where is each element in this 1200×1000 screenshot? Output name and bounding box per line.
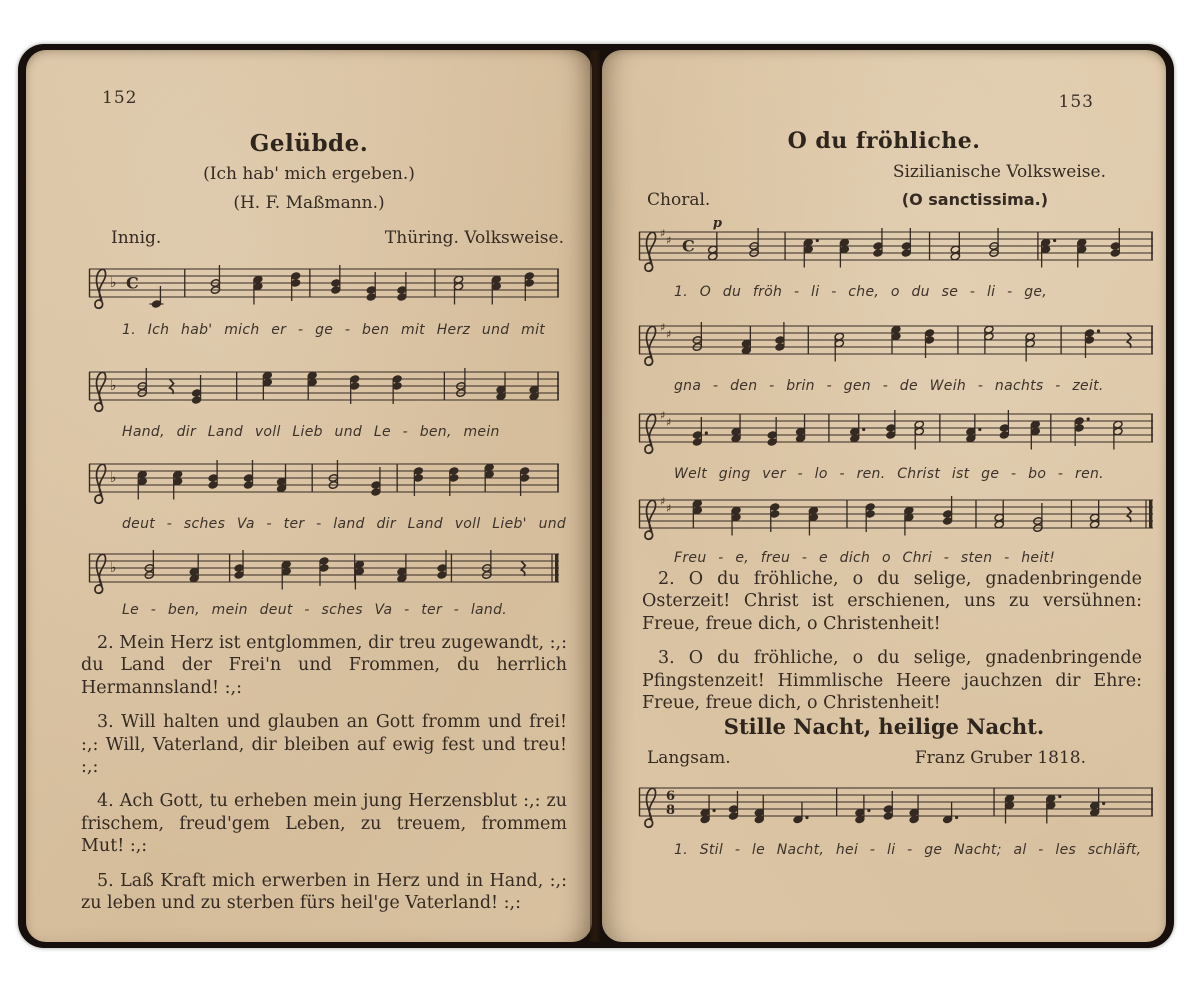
staff-notation xyxy=(638,400,1154,464)
svg-text:♯: ♯ xyxy=(666,234,672,247)
verses-right xyxy=(642,568,1142,726)
music-staff-r2 xyxy=(638,312,1154,376)
svg-text:C: C xyxy=(126,273,139,293)
staff-lyrics-4: Le - ben, mein deut - sches Va - ter - land. xyxy=(122,602,508,618)
svg-text:♯: ♯ xyxy=(666,416,672,429)
staff-notation xyxy=(88,540,560,604)
svg-text:♯: ♯ xyxy=(660,321,666,334)
songbook xyxy=(18,44,1174,948)
tempo-choral: Choral. xyxy=(647,190,711,210)
verse-3: 3. Will halten und glauben an Gott fromm und frei! :,: Will, Vaterland, dir bleiben auf ewig fest und treu! :,: xyxy=(81,712,567,777)
music-staff-4 xyxy=(88,540,560,604)
staff-notation xyxy=(638,218,1154,282)
staff-lyrics-r2: gna - den - brin - gen - de Weih - nachts - zeit. xyxy=(674,378,1104,394)
verses-left xyxy=(81,632,567,926)
page-152 xyxy=(26,50,592,942)
staff-lyrics-r3: Welt ging ver - lo - ren. Christ ist ge - bo - ren. xyxy=(674,466,1104,482)
song-subtitle-1: (Ich hab' mich ergeben.) xyxy=(203,164,415,184)
staff-notation xyxy=(638,312,1154,376)
source-marking: Thüring. Volksweise. xyxy=(384,228,564,248)
music-staff-r3 xyxy=(638,400,1154,464)
svg-text:♭: ♭ xyxy=(110,560,117,576)
staff-lyrics-r4: Freu - e, freu - e dich o Chri - sten - heit! xyxy=(674,550,1056,566)
source-marking-right: Sizilianische Volksweise. xyxy=(892,162,1106,182)
music-staff-r4 xyxy=(638,486,1154,550)
verse-5: 5. Laß Kraft mich erwerben in Herz und in Hand, :,: zu leben und zu sterben fürs heil'ge Vaterland! :,: xyxy=(81,870,567,913)
svg-text:♯: ♯ xyxy=(660,495,666,508)
svg-text:♭: ♭ xyxy=(110,275,117,291)
verse-r3: 3. O du fröhliche, o du selige, gnadenbringende Pfingstenzeit! Himmlische Heere jauchzen dir Ehre: Freue, freue dich, o Christenheit! xyxy=(642,648,1142,713)
music-staff-stille-nacht xyxy=(638,774,1154,838)
svg-text:8: 8 xyxy=(666,803,676,818)
song-author: (H. F. Maßmann.) xyxy=(233,193,385,213)
staff-notation xyxy=(88,450,560,514)
page-152-content xyxy=(26,50,592,942)
staff-lyrics-3: deut - sches Va - ter - land dir Land voll Lieb' und xyxy=(122,516,567,532)
tempo-langsam: Langsam. xyxy=(647,748,731,768)
staff-notation xyxy=(638,486,1154,550)
song-title-o-du-froehliche: O du fröhliche. xyxy=(787,128,981,154)
verse-r2: 2. O du fröhliche, o du selige, gnadenbringende Osterzeit! Christ ist erschienen, uns zu versühnen: Freue, freue dich, o Christenheit! xyxy=(642,569,1142,634)
subtitle-o-sanctissima: (O sanctissima.) xyxy=(901,190,1048,209)
svg-text:♯: ♯ xyxy=(660,227,666,240)
svg-text:6: 6 xyxy=(666,789,676,804)
staff-lyrics-2: Hand, dir Land voll Lieb und Le - ben, mein xyxy=(122,424,500,440)
music-staff-2 xyxy=(88,358,560,422)
svg-text:♭: ♭ xyxy=(110,378,117,394)
page-number-left: 152 xyxy=(102,88,138,108)
staff-notation xyxy=(88,358,560,422)
verse-4: 4. Ach Gott, tu erheben mein jung Herzensblut :,: zu frischem, freud'gem Leben, zu treuem, frommem Mut! :,: xyxy=(81,791,567,857)
music-staff-3 xyxy=(88,450,560,514)
book-gutter xyxy=(590,50,600,942)
verse-2: 2. Mein Herz ist entglommen, dir treu zugewandt, :,: du Land der Frei'n und Frommen, du herrlich Hermannsland! :,: xyxy=(81,633,567,698)
music-staff-1 xyxy=(88,255,560,319)
staff-lyrics-stille-nacht: 1. Stil - le Nacht, hei - li - ge Nacht; al - les schläft, xyxy=(674,842,1142,858)
staff-notation xyxy=(638,774,1154,838)
page-153-content xyxy=(602,50,1166,942)
page-153 xyxy=(602,50,1166,942)
tempo-marking: Innig. xyxy=(111,228,162,248)
svg-text:♭: ♭ xyxy=(110,470,117,486)
song-title-geluebde: Gelübde. xyxy=(249,130,369,157)
staff-lyrics-r1: 1. O du fröh - li - che, o du se - li - ge, xyxy=(674,284,1048,300)
svg-text:♯: ♯ xyxy=(666,502,672,515)
staff-notation xyxy=(88,255,560,319)
music-staff-r1 xyxy=(638,218,1154,282)
page-number-right: 153 xyxy=(1058,92,1094,112)
staff-lyrics-1: 1. Ich hab' mich er - ge - ben mit Herz und mit xyxy=(122,322,546,338)
svg-text:C: C xyxy=(682,236,695,256)
svg-text:p: p xyxy=(712,218,722,231)
song-title-stille-nacht: Stille Nacht, heilige Nacht. xyxy=(723,714,1045,739)
svg-text:♯: ♯ xyxy=(666,328,672,341)
svg-text:♯: ♯ xyxy=(660,409,666,422)
composer-gruber: Franz Gruber 1818. xyxy=(914,748,1086,768)
